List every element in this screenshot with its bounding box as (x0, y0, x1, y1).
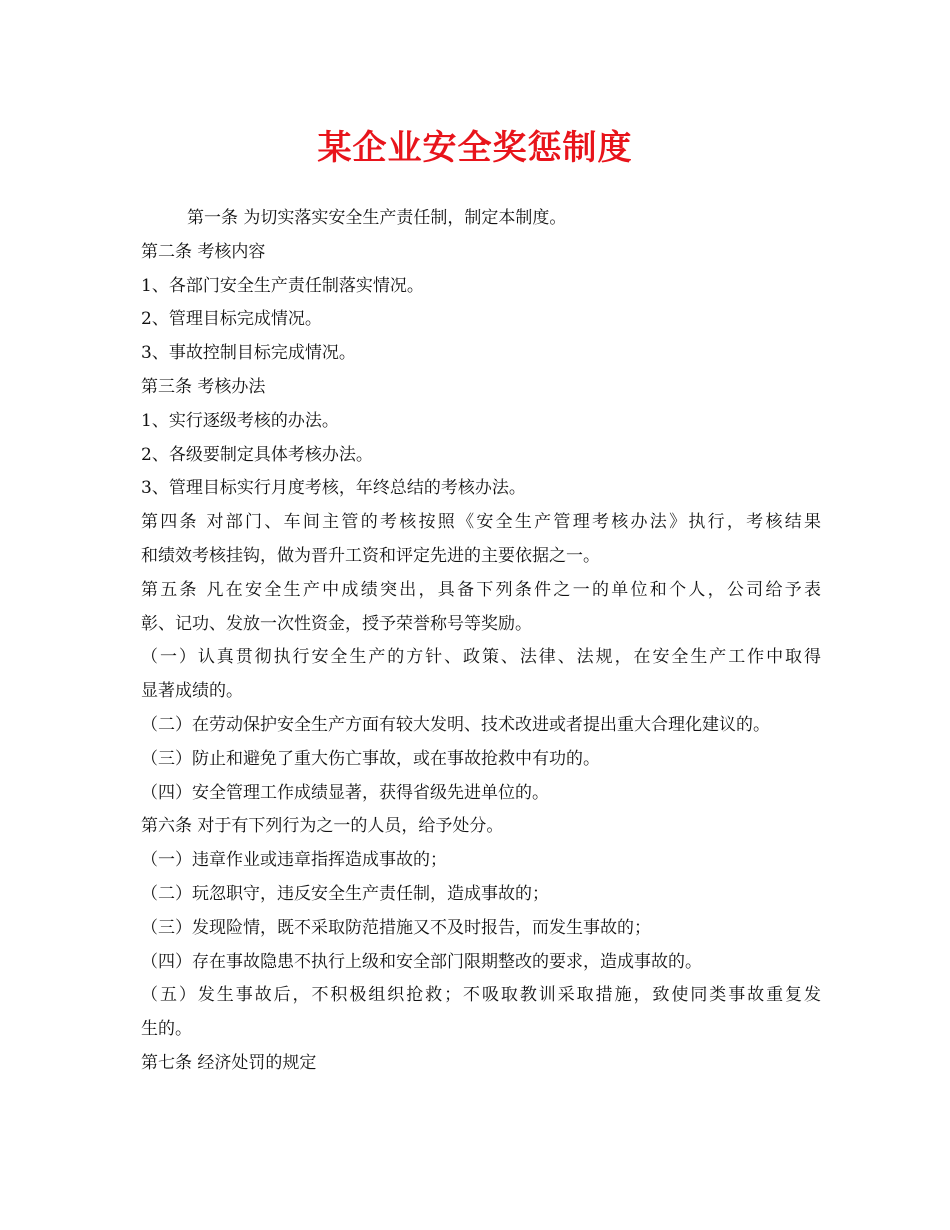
article-3-item-2: 2、各级要制定具体考核办法。 (141, 444, 373, 465)
article-7-heading: 第七条 经济处罚的规定 (141, 1052, 317, 1073)
article-5-item-1-line-2: 显著成绩的。 (141, 681, 243, 702)
article-6-heading: 第六条 对于有下列行为之一的人员，给予处分。 (141, 816, 504, 837)
article-3-item-3: 3、管理目标实行月度考核，年终总结的考核办法。 (141, 478, 526, 499)
article-6-item-3: （三）发现险情，既不采取防范措施又不及时报告，而发生事故的； (141, 917, 651, 938)
article-3-heading: 第三条 考核办法 (141, 376, 266, 397)
article-5-item-3: （三）防止和避免了重大伤亡事故，或在事故抢救中有功的。 (141, 748, 600, 769)
article-6-item-4: （四）存在事故隐患不执行上级和安全部门限期整改的要求，造成事故的。 (141, 951, 702, 972)
article-5-line-2: 彰、记功、发放一次性资金，授予荣誉称号等奖励。 (141, 613, 532, 634)
article-1: 第一条 为切实落实安全生产责任制，制定本制度。 (187, 208, 567, 228)
article-2-item-1: 1、各部门安全生产责任制落实情况。 (141, 275, 424, 296)
article-6-item-1: （一）违章作业或违章指挥造成事故的； (141, 850, 447, 871)
article-5-item-4: （四）安全管理工作成绩显著，获得省级先进单位的。 (141, 782, 549, 803)
document-body (141, 202, 821, 1081)
article-6-item-2: （二）玩忽职守，违反安全生产责任制，造成事故的； (141, 883, 549, 904)
document-title: 某企业安全奖惩制度 (317, 128, 633, 168)
article-4-line-2: 和绩效考核挂钩，做为晋升工资和评定先进的主要依据之一。 (141, 545, 600, 566)
article-2-heading: 第二条 考核内容 (141, 241, 266, 262)
article-2-item-2: 2、管理目标完成情况。 (141, 309, 322, 330)
article-5-line-1: 第五条 凡在安全生产中成绩突出，具备下列条件之一的单位和个人，公司给予表 (141, 579, 821, 600)
article-5-item-2: （二）在劳动保护安全生产方面有较大发明、技术改进或者提出重大合理化建议的。 (141, 714, 770, 735)
article-5-item-1-line-1: （一）认真贯彻执行安全生产的方针、政策、法律、法规，在安全生产工作中取得 (141, 647, 821, 668)
article-6-item-5-line-1: （五）发生事故后，不积极组织抢救；不吸取教训采取措施，致使同类事故重复发 (141, 985, 821, 1006)
article-6-item-5-line-2: 生的。 (141, 1019, 192, 1040)
article-4-line-1: 第四条 对部门、车间主管的考核按照《安全生产管理考核办法》执行，考核结果 (141, 512, 821, 533)
article-2-item-3: 3、事故控制目标完成情况。 (141, 343, 356, 364)
article-3-item-1: 1、实行逐级考核的办法。 (141, 410, 339, 431)
